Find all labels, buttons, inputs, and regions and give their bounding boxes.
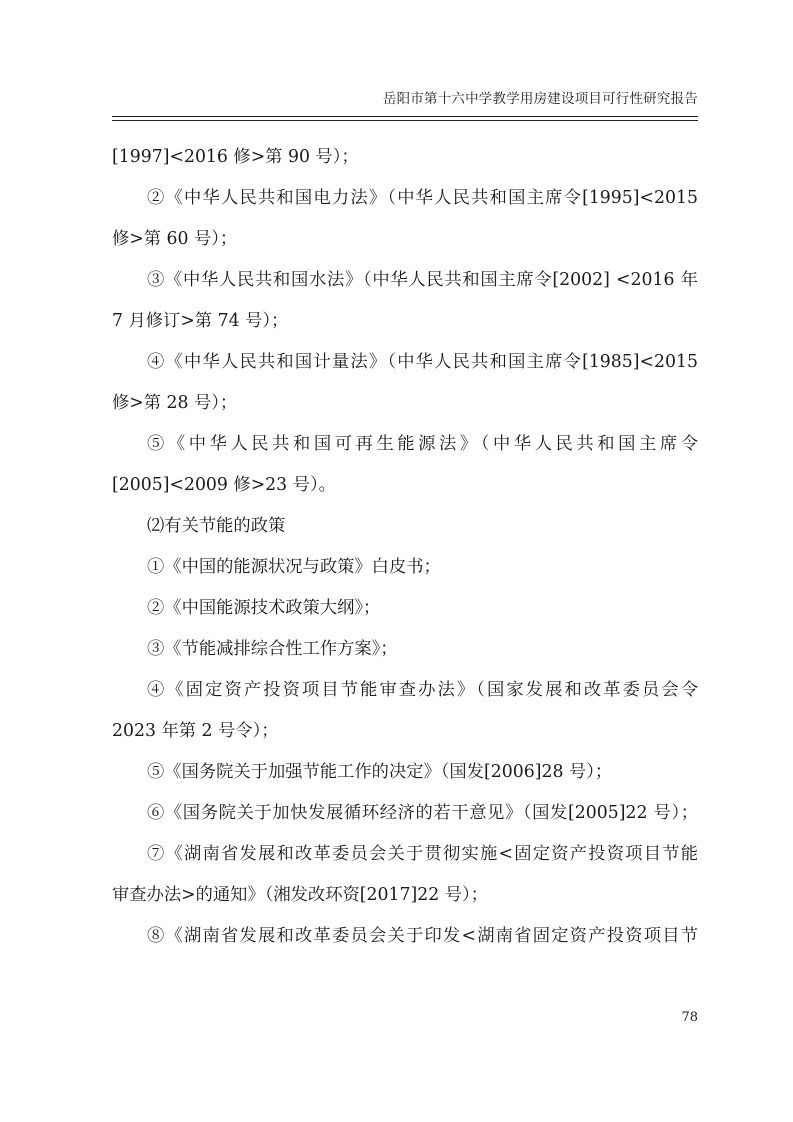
header-rule-secondary [112, 120, 698, 121]
header-rule [112, 116, 698, 117]
text-line: ⑤《国务院关于加强节能工作的决定》（国发[2006]28 号）； [147, 762, 613, 782]
text-line: ②《中华人民共和国电力法》（中华人民共和国主席令[1995]<2015 [147, 188, 698, 208]
text-line: ③《中华人民共和国水法》（中华人民共和国主席令[2002] <2016 年 [147, 270, 698, 290]
text-line: 修>第 28 号）； [112, 393, 238, 413]
text-line: ③《节能减排综合性工作方案》； [147, 639, 398, 659]
text-line: ①《中国的能源状况与政策》白皮书； [147, 557, 441, 577]
section-heading: ⑵有关节能的政策 [147, 516, 286, 536]
text-line: ⑧《湖南省发展和改革委员会关于印发<湖南省固定资产投资项目节 [147, 926, 698, 946]
body-text [112, 137, 698, 957]
text-line: 修>第 60 号）； [112, 229, 238, 249]
text-line: ④《固定资产投资项目节能审查办法》（国家发展和改革委员会令 [147, 680, 698, 700]
text-line: ⑤《中华人民共和国可再生能源法》（中华人民共和国主席令 [147, 434, 698, 454]
text-line: ⑥《国务院关于加快发展循环经济的若干意见》（国发[2005]22 号）； [147, 803, 698, 823]
text-line: ④《中华人民共和国计量法》（中华人民共和国主席令[1985]<2015 [147, 352, 698, 372]
text-line: [2005]<2009 修>23 号）。 [112, 475, 336, 495]
text-line: ⑦《湖南省发展和改革委员会关于贯彻实施<固定资产投资项目节能 [147, 844, 698, 864]
text-line: [1997]<2016 修>第 90 号）； [112, 147, 359, 167]
text-line: 审查办法>的通知》（湘发改环资[2017]22 号）； [112, 885, 488, 905]
text-line: ②《中国能源技术政策大纲》； [147, 598, 381, 618]
text-line: 7 月修订>第 74 号）； [112, 311, 289, 331]
page-number: 78 [681, 1010, 698, 1025]
page-header: 岳阳市第十六中学教学用房建设项目可行性研究报告 [382, 91, 698, 107]
text-line: 2023 年第 2 号令）； [112, 721, 279, 741]
